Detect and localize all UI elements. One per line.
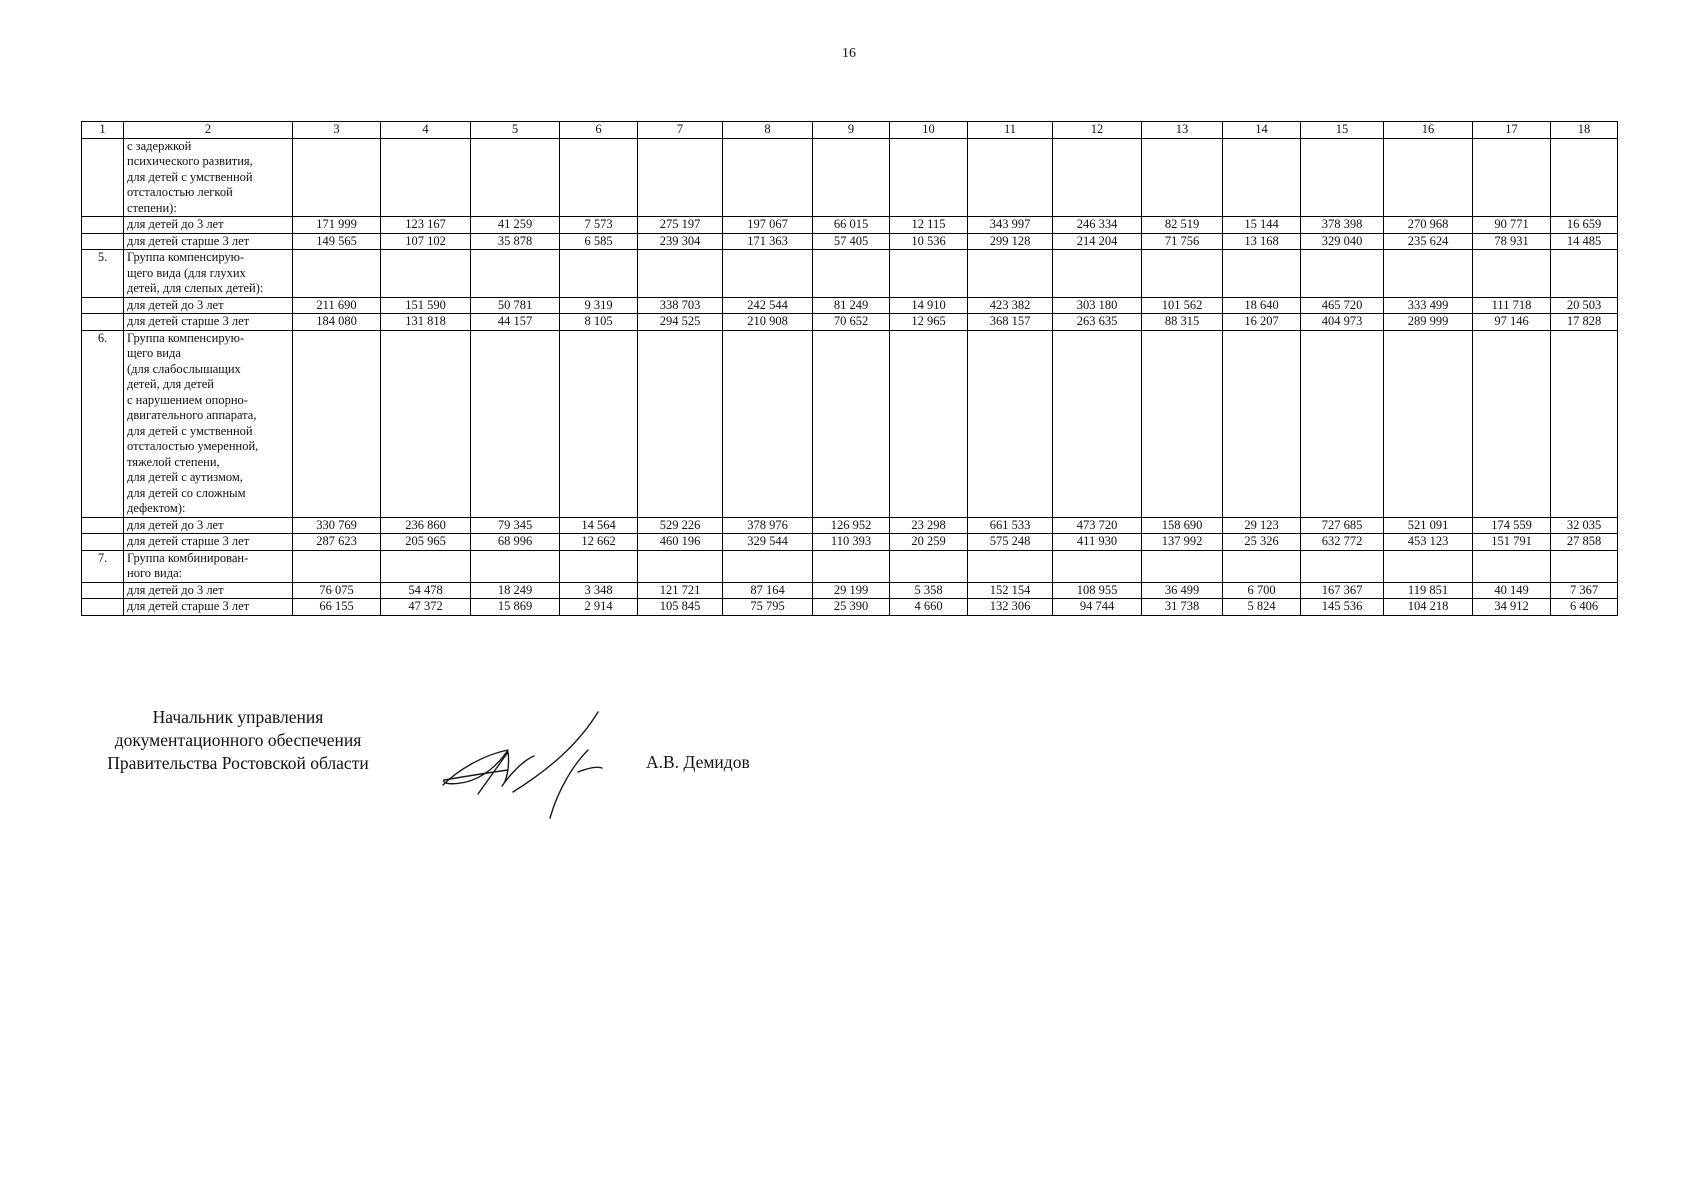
budget-table <box>81 121 1618 616</box>
group-title-line: отсталостью умеренной, <box>127 439 259 453</box>
empty-cell <box>560 550 638 582</box>
empty-cell <box>1384 330 1473 517</box>
value-cell: 2 914 <box>560 599 638 616</box>
value-cell: 10 536 <box>890 233 968 250</box>
value-cell: 29 199 <box>813 582 890 599</box>
value-cell: 329 544 <box>723 534 813 551</box>
signature-position <box>78 706 398 775</box>
value-cell: 50 781 <box>471 297 560 314</box>
empty-cell <box>638 138 723 217</box>
empty-cell <box>1223 550 1301 582</box>
value-cell: 152 154 <box>968 582 1053 599</box>
value-cell: 184 080 <box>293 314 381 331</box>
row-label: для детей старше 3 лет <box>124 599 293 616</box>
empty-cell <box>1551 138 1618 217</box>
empty-cell <box>381 250 471 298</box>
value-cell: 23 298 <box>890 517 968 534</box>
empty-cell <box>1551 250 1618 298</box>
group-title-line: детей, для слепых детей): <box>127 281 264 295</box>
value-cell: 343 997 <box>968 217 1053 234</box>
value-cell: 294 525 <box>638 314 723 331</box>
value-cell: 15 144 <box>1223 217 1301 234</box>
value-cell: 105 845 <box>638 599 723 616</box>
empty-cell <box>381 330 471 517</box>
empty-cell <box>82 233 124 250</box>
column-header: 13 <box>1142 122 1223 139</box>
empty-cell <box>813 330 890 517</box>
value-cell: 104 218 <box>1384 599 1473 616</box>
table-row <box>82 217 1618 234</box>
empty-cell <box>1301 330 1384 517</box>
value-cell: 167 367 <box>1301 582 1384 599</box>
empty-cell <box>813 550 890 582</box>
value-cell: 137 992 <box>1142 534 1223 551</box>
empty-cell <box>890 250 968 298</box>
empty-cell <box>890 138 968 217</box>
value-cell: 101 562 <box>1142 297 1223 314</box>
value-cell: 6 585 <box>560 233 638 250</box>
group-title <box>124 330 293 517</box>
value-cell: 41 259 <box>471 217 560 234</box>
value-cell: 12 662 <box>560 534 638 551</box>
group-title-line: двигательного аппарата, <box>127 408 257 422</box>
empty-cell <box>1053 250 1142 298</box>
value-cell: 18 249 <box>471 582 560 599</box>
group-title-line: отсталостью легкой <box>127 185 233 199</box>
empty-cell <box>723 250 813 298</box>
group-title-line: психического развития, <box>127 154 253 168</box>
value-cell: 6 406 <box>1551 599 1618 616</box>
value-cell: 174 559 <box>1473 517 1551 534</box>
value-cell: 411 930 <box>1053 534 1142 551</box>
group-number <box>82 138 124 217</box>
empty-cell <box>813 250 890 298</box>
value-cell: 529 226 <box>638 517 723 534</box>
value-cell: 119 851 <box>1384 582 1473 599</box>
empty-cell <box>1223 250 1301 298</box>
value-cell: 107 102 <box>381 233 471 250</box>
value-cell: 368 157 <box>968 314 1053 331</box>
value-cell: 460 196 <box>638 534 723 551</box>
value-cell: 453 123 <box>1384 534 1473 551</box>
row-label: для детей до 3 лет <box>124 582 293 599</box>
group-title-line: щего вида <box>127 346 181 360</box>
empty-cell <box>471 138 560 217</box>
empty-cell <box>1142 330 1223 517</box>
group-title-line: щего вида (для глухих <box>127 265 246 280</box>
value-cell: 210 908 <box>723 314 813 331</box>
value-cell: 12 115 <box>890 217 968 234</box>
group-title-row <box>82 330 1618 517</box>
position-line: Правительства Ростовской области <box>107 753 369 773</box>
value-cell: 40 149 <box>1473 582 1551 599</box>
value-cell: 108 955 <box>1053 582 1142 599</box>
table-row <box>82 534 1618 551</box>
value-cell: 423 382 <box>968 297 1053 314</box>
empty-cell <box>1053 138 1142 217</box>
empty-cell <box>560 138 638 217</box>
empty-cell <box>82 217 124 234</box>
value-cell: 4 660 <box>890 599 968 616</box>
empty-cell <box>1384 138 1473 217</box>
value-cell: 70 652 <box>813 314 890 331</box>
empty-cell <box>723 138 813 217</box>
value-cell: 78 931 <box>1473 233 1551 250</box>
value-cell: 211 690 <box>293 297 381 314</box>
value-cell: 378 398 <box>1301 217 1384 234</box>
value-cell: 82 519 <box>1142 217 1223 234</box>
value-cell: 299 128 <box>968 233 1053 250</box>
value-cell: 246 334 <box>1053 217 1142 234</box>
empty-cell <box>968 550 1053 582</box>
value-cell: 14 564 <box>560 517 638 534</box>
row-label: для детей старше 3 лет <box>124 233 293 250</box>
column-header: 6 <box>560 122 638 139</box>
value-cell: 47 372 <box>381 599 471 616</box>
empty-cell <box>1142 250 1223 298</box>
group-number: 7. <box>82 550 124 582</box>
column-header: 12 <box>1053 122 1142 139</box>
value-cell: 14 910 <box>890 297 968 314</box>
value-cell: 94 744 <box>1053 599 1142 616</box>
signer-name: А.В. Демидов <box>646 752 750 772</box>
value-cell: 90 771 <box>1473 217 1551 234</box>
value-cell: 79 345 <box>471 517 560 534</box>
value-cell: 197 067 <box>723 217 813 234</box>
value-cell: 661 533 <box>968 517 1053 534</box>
empty-cell <box>638 550 723 582</box>
value-cell: 158 690 <box>1142 517 1223 534</box>
group-title-line: степени): <box>127 200 177 215</box>
value-cell: 31 738 <box>1142 599 1223 616</box>
group-title-line: детей, для детей <box>127 377 214 391</box>
page-number: 16 <box>842 46 856 61</box>
empty-cell <box>1301 250 1384 298</box>
value-cell: 75 795 <box>723 599 813 616</box>
value-cell: 29 123 <box>1223 517 1301 534</box>
value-cell: 36 499 <box>1142 582 1223 599</box>
value-cell: 242 544 <box>723 297 813 314</box>
group-title-line: для детей со сложным <box>127 485 246 500</box>
value-cell: 66 015 <box>813 217 890 234</box>
table-row <box>82 517 1618 534</box>
value-cell: 632 772 <box>1301 534 1384 551</box>
value-cell: 110 393 <box>813 534 890 551</box>
column-header: 11 <box>968 122 1053 139</box>
table-row <box>82 582 1618 599</box>
value-cell: 88 315 <box>1142 314 1223 331</box>
empty-cell <box>1551 550 1618 582</box>
position-line: документационного обеспечения <box>114 730 362 750</box>
group-title-line: тяжелой степени, <box>127 454 220 469</box>
value-cell: 727 685 <box>1301 517 1384 534</box>
value-cell: 465 720 <box>1301 297 1384 314</box>
empty-cell <box>1301 550 1384 582</box>
value-cell: 145 536 <box>1301 599 1384 616</box>
value-cell: 289 999 <box>1384 314 1473 331</box>
value-cell: 13 168 <box>1223 233 1301 250</box>
value-cell: 378 976 <box>723 517 813 534</box>
empty-cell <box>638 250 723 298</box>
value-cell: 44 157 <box>471 314 560 331</box>
empty-cell <box>1301 138 1384 217</box>
value-cell: 34 912 <box>1473 599 1551 616</box>
value-cell: 25 326 <box>1223 534 1301 551</box>
value-cell: 6 700 <box>1223 582 1301 599</box>
row-label: для детей до 3 лет <box>124 217 293 234</box>
value-cell: 214 204 <box>1053 233 1142 250</box>
column-header: 7 <box>638 122 723 139</box>
value-cell: 205 965 <box>381 534 471 551</box>
value-cell: 27 858 <box>1551 534 1618 551</box>
group-title-row <box>82 250 1618 298</box>
group-title-line: для детей с умственной <box>127 169 253 184</box>
value-cell: 235 624 <box>1384 233 1473 250</box>
table-header-row <box>82 122 1618 139</box>
empty-cell <box>890 550 968 582</box>
group-title-line: дефектом): <box>127 501 186 515</box>
position-line: Начальник управления <box>152 707 324 727</box>
value-cell: 54 478 <box>381 582 471 599</box>
group-number: 5. <box>82 250 124 298</box>
empty-cell <box>1473 550 1551 582</box>
empty-cell <box>1473 330 1551 517</box>
empty-cell <box>890 330 968 517</box>
value-cell: 263 635 <box>1053 314 1142 331</box>
value-cell: 473 720 <box>1053 517 1142 534</box>
value-cell: 9 319 <box>560 297 638 314</box>
value-cell: 7 367 <box>1551 582 1618 599</box>
empty-cell <box>471 250 560 298</box>
value-cell: 16 207 <box>1223 314 1301 331</box>
value-cell: 521 091 <box>1384 517 1473 534</box>
value-cell: 20 503 <box>1551 297 1618 314</box>
empty-cell <box>82 297 124 314</box>
value-cell: 15 869 <box>471 599 560 616</box>
empty-cell <box>293 138 381 217</box>
value-cell: 171 363 <box>723 233 813 250</box>
value-cell: 16 659 <box>1551 217 1618 234</box>
empty-cell <box>82 582 124 599</box>
empty-cell <box>82 517 124 534</box>
value-cell: 14 485 <box>1551 233 1618 250</box>
value-cell: 126 952 <box>813 517 890 534</box>
empty-cell <box>381 550 471 582</box>
group-title <box>124 138 293 217</box>
empty-cell <box>471 330 560 517</box>
column-header: 9 <box>813 122 890 139</box>
group-title-line: для детей с аутизмом, <box>127 470 243 484</box>
empty-cell <box>723 330 813 517</box>
empty-cell <box>560 250 638 298</box>
empty-cell <box>1142 138 1223 217</box>
value-cell: 236 860 <box>381 517 471 534</box>
column-header: 2 <box>124 122 293 139</box>
value-cell: 239 304 <box>638 233 723 250</box>
empty-cell <box>293 250 381 298</box>
empty-cell <box>381 138 471 217</box>
empty-cell <box>1223 138 1301 217</box>
column-header: 4 <box>381 122 471 139</box>
empty-cell <box>560 330 638 517</box>
value-cell: 131 818 <box>381 314 471 331</box>
group-title-line: (для слабослышащих <box>127 361 241 376</box>
group-title-line: Группа комбинирован- <box>127 550 249 565</box>
column-header: 18 <box>1551 122 1618 139</box>
column-header: 10 <box>890 122 968 139</box>
group-number: 6. <box>82 330 124 517</box>
group-title-row <box>82 138 1618 217</box>
value-cell: 123 167 <box>381 217 471 234</box>
value-cell: 8 105 <box>560 314 638 331</box>
column-header: 3 <box>293 122 381 139</box>
value-cell: 25 390 <box>813 599 890 616</box>
row-label: для детей до 3 лет <box>124 517 293 534</box>
value-cell: 151 590 <box>381 297 471 314</box>
group-title-line: ного вида: <box>127 566 183 580</box>
value-cell: 12 965 <box>890 314 968 331</box>
empty-cell <box>1384 250 1473 298</box>
value-cell: 87 164 <box>723 582 813 599</box>
empty-cell <box>471 550 560 582</box>
value-cell: 32 035 <box>1551 517 1618 534</box>
empty-cell <box>1223 330 1301 517</box>
value-cell: 132 306 <box>968 599 1053 616</box>
column-header: 8 <box>723 122 813 139</box>
empty-cell <box>293 550 381 582</box>
value-cell: 7 573 <box>560 217 638 234</box>
group-title-line: Группа компенсирую- <box>127 330 245 345</box>
empty-cell <box>1473 250 1551 298</box>
value-cell: 338 703 <box>638 297 723 314</box>
empty-cell <box>1053 550 1142 582</box>
value-cell: 151 791 <box>1473 534 1551 551</box>
empty-cell <box>968 250 1053 298</box>
row-label: для детей старше 3 лет <box>124 314 293 331</box>
empty-cell <box>968 330 1053 517</box>
row-label: для детей до 3 лет <box>124 297 293 314</box>
value-cell: 329 040 <box>1301 233 1384 250</box>
group-title-line: для детей с умственной <box>127 423 253 438</box>
value-cell: 17 828 <box>1551 314 1618 331</box>
table-row <box>82 314 1618 331</box>
empty-cell <box>1473 138 1551 217</box>
value-cell: 76 075 <box>293 582 381 599</box>
value-cell: 275 197 <box>638 217 723 234</box>
value-cell: 97 146 <box>1473 314 1551 331</box>
value-cell: 270 968 <box>1384 217 1473 234</box>
empty-cell <box>82 599 124 616</box>
table-row <box>82 297 1618 314</box>
table-row <box>82 599 1618 616</box>
value-cell: 18 640 <box>1223 297 1301 314</box>
group-title <box>124 250 293 298</box>
value-cell: 35 878 <box>471 233 560 250</box>
group-title-line: с нарушением опорно- <box>127 392 248 407</box>
column-header: 17 <box>1473 122 1551 139</box>
value-cell: 111 718 <box>1473 297 1551 314</box>
value-cell: 81 249 <box>813 297 890 314</box>
value-cell: 575 248 <box>968 534 1053 551</box>
empty-cell <box>968 138 1053 217</box>
value-cell: 287 623 <box>293 534 381 551</box>
empty-cell <box>813 138 890 217</box>
value-cell: 121 721 <box>638 582 723 599</box>
group-title <box>124 550 293 582</box>
value-cell: 303 180 <box>1053 297 1142 314</box>
empty-cell <box>1053 330 1142 517</box>
column-header: 16 <box>1384 122 1473 139</box>
value-cell: 57 405 <box>813 233 890 250</box>
value-cell: 66 155 <box>293 599 381 616</box>
column-header: 15 <box>1301 122 1384 139</box>
column-header: 5 <box>471 122 560 139</box>
group-title-line: с задержкой <box>127 138 192 153</box>
column-header: 14 <box>1223 122 1301 139</box>
empty-cell <box>1551 330 1618 517</box>
value-cell: 5 824 <box>1223 599 1301 616</box>
group-title-row <box>82 550 1618 582</box>
value-cell: 171 999 <box>293 217 381 234</box>
group-title-line: Группа компенсирую- <box>127 250 245 264</box>
empty-cell <box>82 534 124 551</box>
table-row <box>82 233 1618 250</box>
value-cell: 68 996 <box>471 534 560 551</box>
empty-cell <box>723 550 813 582</box>
value-cell: 149 565 <box>293 233 381 250</box>
row-label: для детей старше 3 лет <box>124 534 293 551</box>
value-cell: 20 259 <box>890 534 968 551</box>
value-cell: 3 348 <box>560 582 638 599</box>
empty-cell <box>293 330 381 517</box>
value-cell: 404 973 <box>1301 314 1384 331</box>
empty-cell <box>1384 550 1473 582</box>
empty-cell <box>638 330 723 517</box>
empty-cell <box>82 314 124 331</box>
handwritten-signature <box>438 710 628 820</box>
value-cell: 5 358 <box>890 582 968 599</box>
value-cell: 333 499 <box>1384 297 1473 314</box>
column-header: 1 <box>82 122 124 139</box>
empty-cell <box>1142 550 1223 582</box>
value-cell: 330 769 <box>293 517 381 534</box>
value-cell: 71 756 <box>1142 233 1223 250</box>
